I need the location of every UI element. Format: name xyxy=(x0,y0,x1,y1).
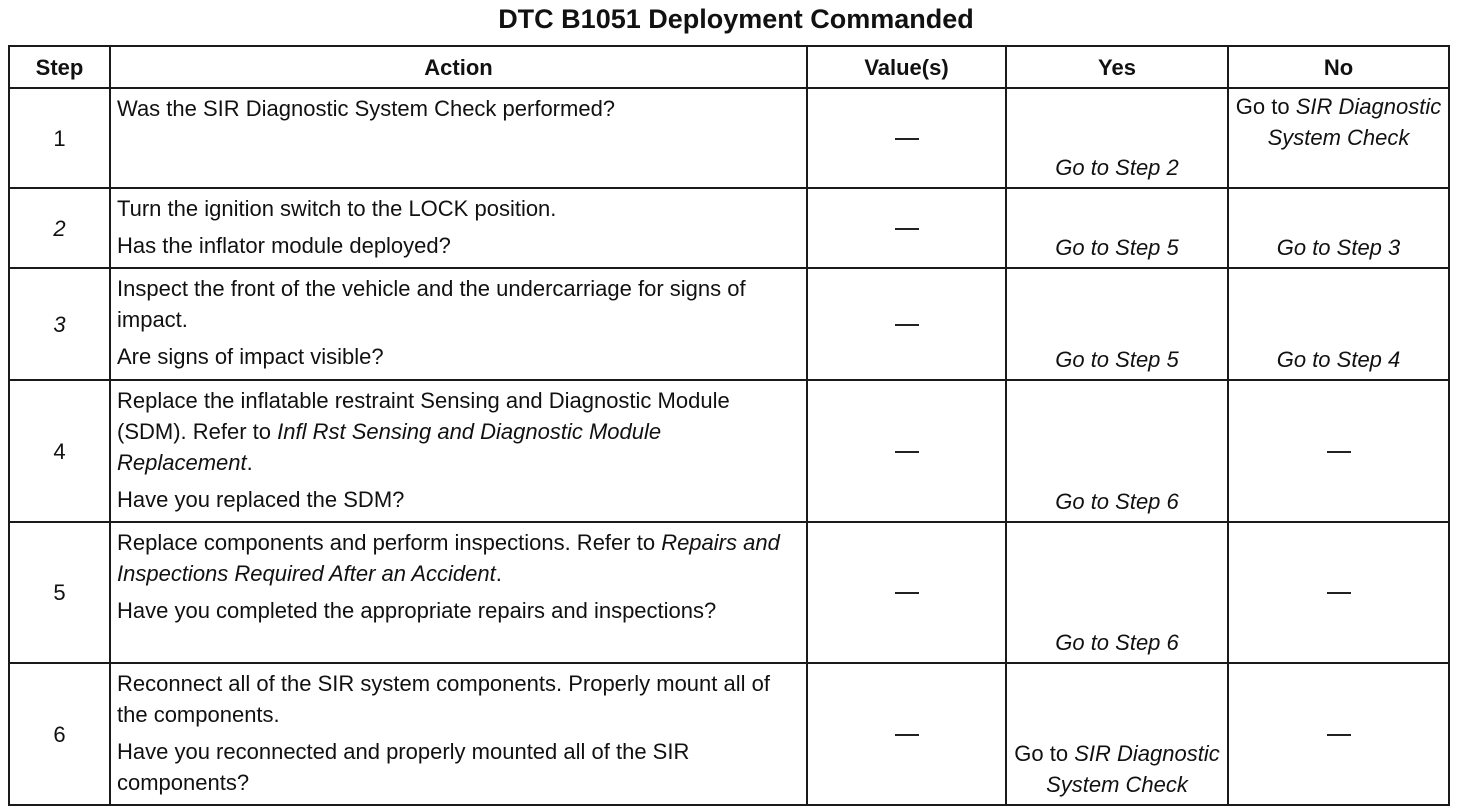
value-cell xyxy=(807,268,1006,380)
value-cell xyxy=(807,663,1006,805)
table-row xyxy=(9,380,1449,522)
action-text-end: . xyxy=(495,561,502,586)
action-cell xyxy=(110,663,807,805)
action-text xyxy=(117,385,800,478)
header-values: Value(s) xyxy=(807,46,1006,88)
dash-mark xyxy=(1327,451,1351,453)
dash-mark xyxy=(1327,734,1351,736)
step-number: 2 xyxy=(9,188,110,268)
action-cell xyxy=(110,380,807,522)
action-text-main: Replace the inflatable restraint Sensing and Diagnostic Module (SDM). Refer to xyxy=(117,388,730,444)
table-row xyxy=(9,663,1449,805)
no-cell xyxy=(1228,522,1449,663)
no-link[interactable]: Go to Step 3 xyxy=(1228,188,1449,268)
action-question: Has the inflator module deployed? xyxy=(117,233,451,258)
no-link[interactable]: SIR Diagnostic System Check xyxy=(1267,94,1442,150)
step-number: 5 xyxy=(9,522,110,663)
header-step: Step xyxy=(9,46,110,88)
header-no: No xyxy=(1228,46,1449,88)
no-cell xyxy=(1228,380,1449,522)
dash-mark xyxy=(895,324,919,326)
table-row xyxy=(9,88,1449,188)
action-question: Have you reconnected and properly mounted all of the SIR components? xyxy=(117,739,690,795)
page-title: DTC B1051 Deployment Commanded xyxy=(498,4,974,34)
yes-link[interactable]: Go to Step 5 xyxy=(1006,188,1228,268)
dash-mark xyxy=(895,228,919,230)
action-question: Have you replaced the SDM? xyxy=(117,487,405,512)
yes-link[interactable]: Go to Step 6 xyxy=(1006,380,1228,522)
yes-cell[interactable] xyxy=(1006,663,1228,805)
dash-mark xyxy=(895,592,919,594)
header-action: Action xyxy=(110,46,807,88)
action-cell xyxy=(110,522,807,663)
diagnostic-table xyxy=(8,45,1450,806)
action-cell xyxy=(110,88,807,188)
value-cell xyxy=(807,522,1006,663)
step-number: 6 xyxy=(9,663,110,805)
yes-link[interactable]: Go to Step 6 xyxy=(1006,522,1228,663)
no-prefix: Go to xyxy=(1235,94,1296,119)
yes-link[interactable]: Go to Step 5 xyxy=(1006,268,1228,380)
table-row xyxy=(9,268,1449,380)
action-reference-link[interactable]: Repairs and Inspections Required After an Accident xyxy=(117,530,780,586)
action-text-main: Replace components and perform inspections. Refer to xyxy=(117,530,662,555)
yes-link[interactable]: Go to Step 2 xyxy=(1006,88,1228,188)
step-number: 4 xyxy=(9,380,110,522)
table-header-row xyxy=(9,46,1449,88)
action-text: Reconnect all of the SIR system components. Properly mount all of the components. xyxy=(117,671,770,727)
action-cell xyxy=(110,268,807,380)
action-reference-link[interactable]: Infl Rst Sensing and Diagnostic Module Replacement xyxy=(117,419,662,475)
no-link[interactable]: Go to Step 4 xyxy=(1228,268,1449,380)
action-question: Have you completed the appropriate repairs and inspections? xyxy=(117,598,717,623)
action-text: Turn the ignition switch to the LOCK position. xyxy=(117,196,557,221)
action-cell xyxy=(110,188,807,268)
yes-link[interactable]: SIR Diagnostic System Check xyxy=(1046,741,1220,797)
no-cell xyxy=(1228,663,1449,805)
action-text-end: . xyxy=(246,450,253,475)
action-question: Are signs of impact visible? xyxy=(117,344,384,369)
dash-mark xyxy=(895,451,919,453)
step-number: 3 xyxy=(9,268,110,380)
action-text: Was the SIR Diagnostic System Check performed? xyxy=(117,96,616,121)
action-text: Inspect the front of the vehicle and the undercarriage for signs of impact. xyxy=(117,276,746,332)
table-row xyxy=(9,522,1449,663)
action-text xyxy=(117,527,800,589)
step-number: 1 xyxy=(9,88,110,188)
header-yes: Yes xyxy=(1006,46,1228,88)
dash-mark xyxy=(895,734,919,736)
value-cell xyxy=(807,88,1006,188)
table-row xyxy=(9,188,1449,268)
dash-mark xyxy=(1327,592,1351,594)
value-cell xyxy=(807,188,1006,268)
no-cell[interactable] xyxy=(1228,88,1449,188)
dash-mark xyxy=(895,138,919,140)
yes-prefix: Go to xyxy=(1014,741,1075,766)
value-cell xyxy=(807,380,1006,522)
